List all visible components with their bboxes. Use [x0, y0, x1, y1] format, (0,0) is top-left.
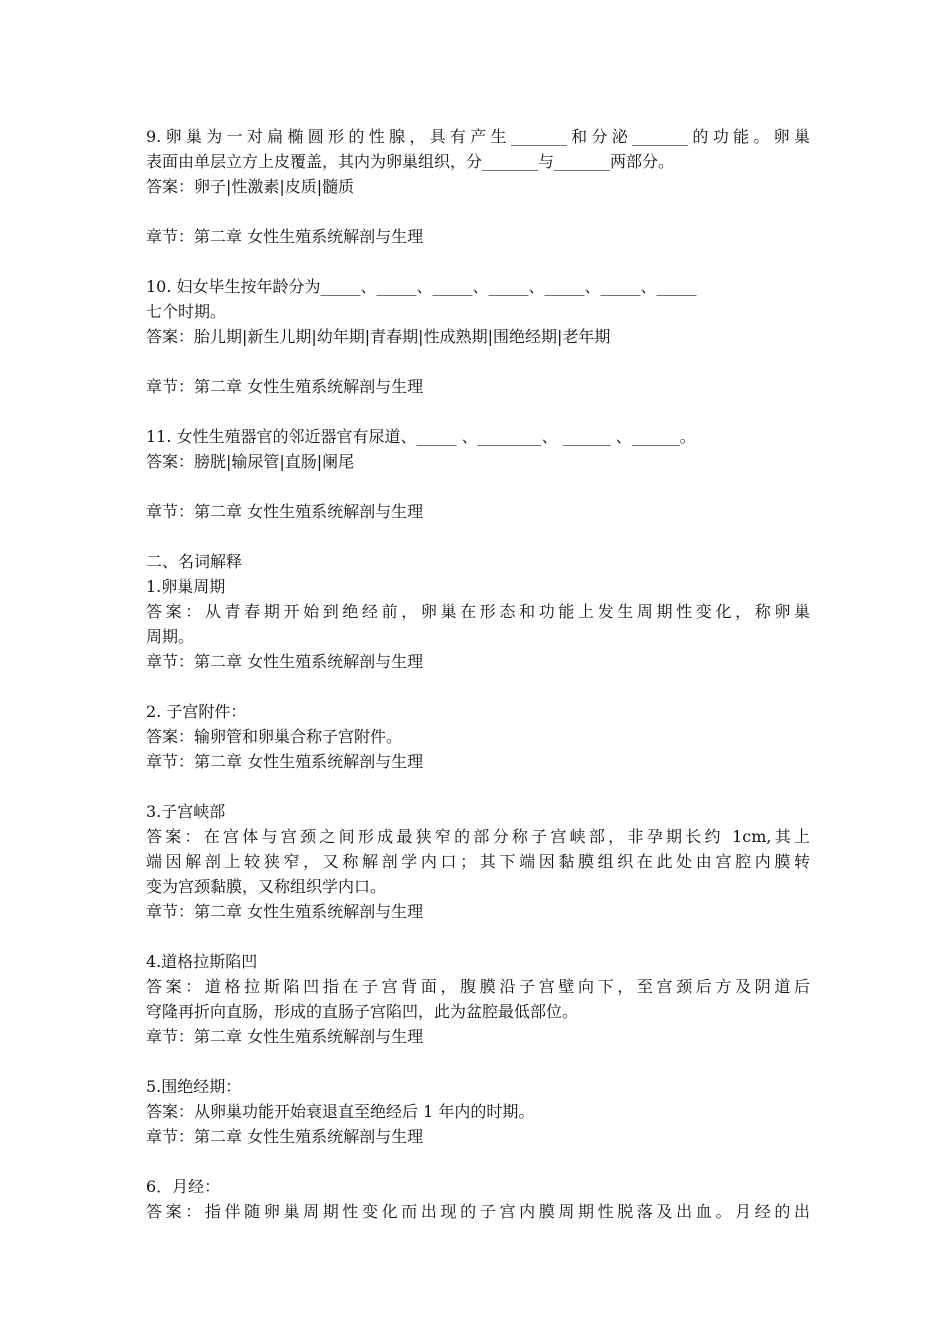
term-4-chapter: 章节：第二章 女性生殖系统解剖与生理 [146, 1027, 424, 1046]
term-3-answer-line-3: 变为宫颈黏膜，又称组织学内口。 [146, 877, 387, 896]
chapter-10: 章节：第二章 女性生殖系统解剖与生理 [146, 377, 424, 396]
section-heading: 二、名词解释 [146, 552, 243, 571]
question-11: 11. 女性生殖器官的邻近器官有尿道、_____ 、________、 ______ 、______。 [146, 427, 696, 446]
spacer [146, 674, 810, 699]
term-3-title: 3.子宫峡部 [146, 802, 226, 821]
term-2-title: 2. 子宫附件： [146, 702, 247, 721]
term-5-chapter: 章节：第二章 女性生殖系统解剖与生理 [146, 1127, 424, 1146]
spacer [146, 524, 810, 549]
term-5-title: 5.围绝经期： [146, 1077, 242, 1096]
spacer [146, 399, 810, 424]
spacer [146, 474, 810, 499]
answer-9: 答案：卵子|性激素|皮质|髓质 [146, 177, 355, 196]
term-6-title: 6．月经： [146, 1177, 221, 1196]
question-10-line-2: 七个时期。 [146, 302, 227, 321]
question-9-line-2: 表面由单层立方上皮覆盖，其内为卵巢组织，分_______与_______两部分。 [146, 152, 675, 171]
answer-10: 答案：胎儿期|新生儿期|幼年期|青春期|性成熟期|围绝经期|老年期 [146, 327, 611, 346]
term-3-answer-line-1: 答案：在宫体与宫颈之间形成最狭窄的部分称子宫峡部，非孕期长约 1cm,其上 [146, 827, 810, 846]
spacer [146, 774, 810, 799]
spacer [146, 199, 810, 224]
term-4-answer-line-1: 答案：道格拉斯陷凹指在子宫背面，腹膜沿子宫壁向下，至宫颈后方及阴道后 [146, 977, 810, 996]
term-6-answer-line-1: 答案：指伴随卵巢周期性变化而出现的子宫内膜周期性脱落及出血。月经的出 [146, 1202, 810, 1221]
question-9-line-1: 9.卵巢为一对扁椭圆形的性腺，具有产生_______和分泌_______的功能。卵巢 [146, 127, 810, 146]
term-3-chapter: 章节：第二章 女性生殖系统解剖与生理 [146, 902, 424, 921]
term-4-answer-line-2: 穹隆再折向直肠，形成的直肠子宫陷凹，此为盆腔最低部位。 [146, 1002, 579, 1021]
chapter-11: 章节：第二章 女性生殖系统解剖与生理 [146, 502, 424, 521]
answer-11: 答案：膀胱|输尿管|直肠|阑尾 [146, 452, 355, 471]
term-3-answer-line-2: 端因解剖上较狭窄，又称解剖学内口；其下端因黏膜组织在此处由宫腔内膜转 [146, 852, 810, 871]
term-5-answer: 答案：从卵巢功能开始衰退直至绝经后 1 年内的时期。 [146, 1102, 535, 1121]
term-1-answer-line-1: 答案：从青春期开始到绝经前，卵巢在形态和功能上发生周期性变化，称卵巢 [146, 602, 810, 621]
term-4-title: 4.道格拉斯陷凹 [146, 952, 258, 971]
spacer [146, 924, 810, 949]
question-10-line-1: 10. 妇女毕生按年龄分为_____、_____、_____、_____、_____、_____、_____ [146, 277, 697, 296]
chapter-9: 章节：第二章 女性生殖系统解剖与生理 [146, 227, 424, 246]
spacer [146, 249, 810, 274]
term-1-answer-line-2: 周期。 [146, 627, 195, 646]
term-2-answer: 答案：输卵管和卵巢合称子宫附件。 [146, 727, 403, 746]
term-2-chapter: 章节：第二章 女性生殖系统解剖与生理 [146, 752, 424, 771]
spacer [146, 349, 810, 374]
spacer [146, 1149, 810, 1174]
spacer [146, 1049, 810, 1074]
document-page [146, 124, 810, 1224]
term-1-chapter: 章节：第二章 女性生殖系统解剖与生理 [146, 652, 424, 671]
term-1-title: 1.卵巢周期 [146, 577, 226, 596]
